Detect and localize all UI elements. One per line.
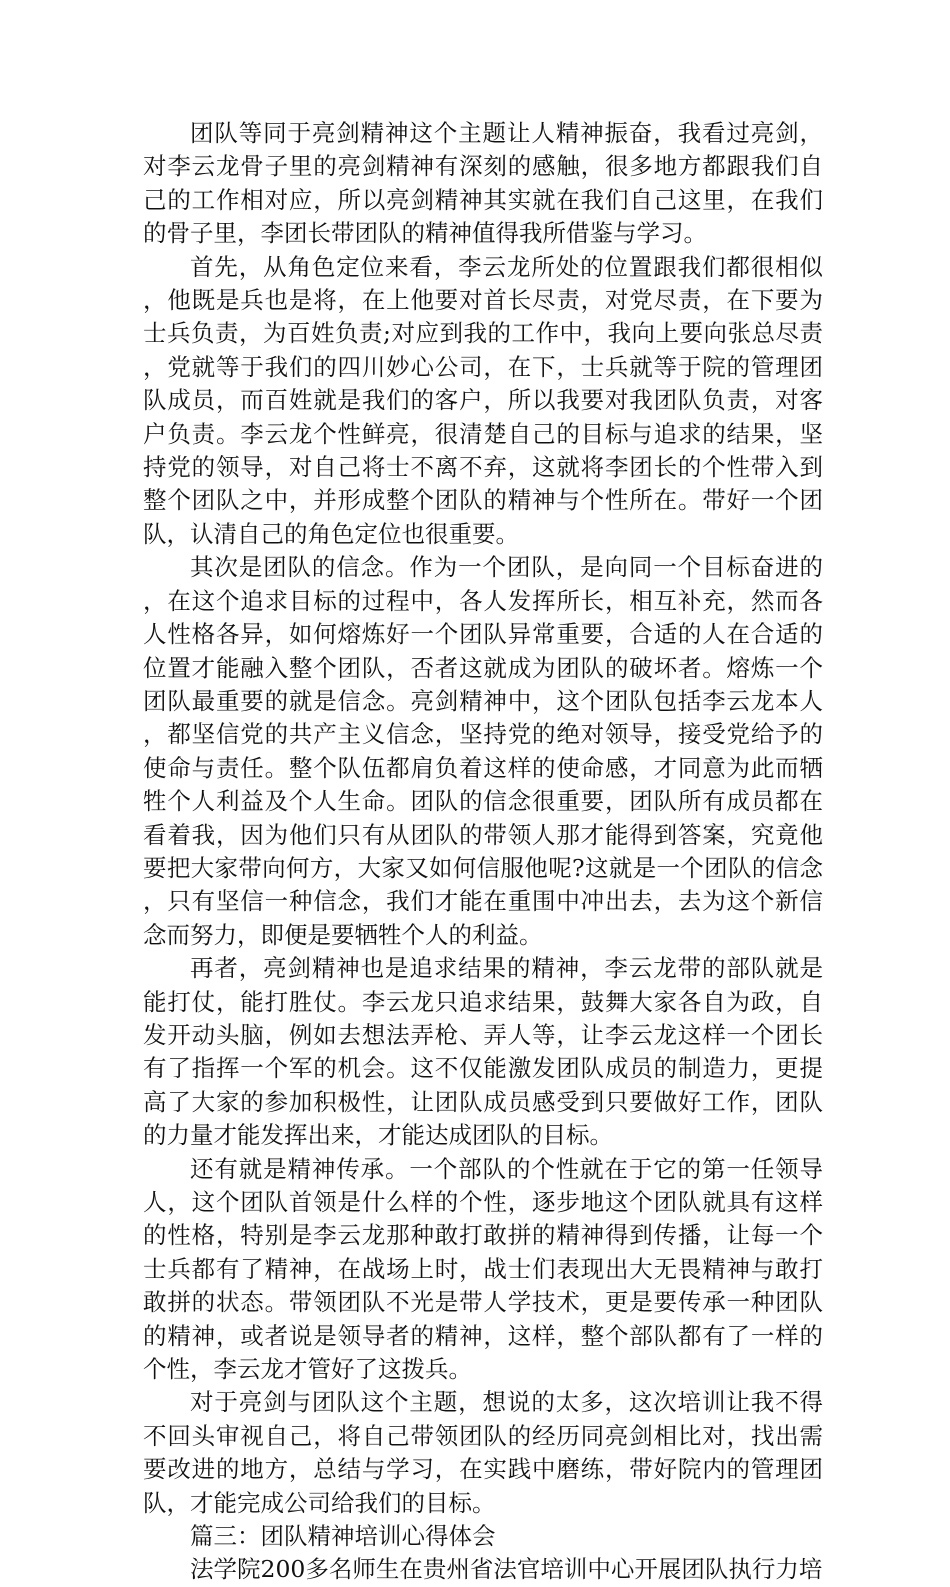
paragraph-5: 还有就是精神传承。一个部队的个性就在于它的第一任领导人，这个团队首领是什么样的个性，逐步地这个团队就具有这样的性格，特别是李云龙那种敢打敢拼的精神得到传播，让每一个士兵都有了精神，在战场上时，战士们表现出大无畏精神与敢打敢拼的状态。带领团队不光是带人学技术，更是要传承一种团队的精神，或者说是领导者的精神，这样，整个部队都有了一样的个性，李云龙才管好了这拨兵。 xyxy=(143,1154,823,1384)
paragraph-7: 法学院200多名师生在贵州省法官培训中心开展团队执行力培 xyxy=(190,1555,823,1584)
paragraph-6: 对于亮剑与团队这个主题，想说的太多，这次培训让我不得不回头审视自己，将自己带领团队的经历同亮剑相比对，找出需要改进的地方，总结与学习，在实践中磨练，带好院内的管理团队，才能完成公司给我们的目标。 xyxy=(143,1388,823,1517)
document-page xyxy=(143,117,823,1587)
section-heading: 篇三：团队精神培训心得体会 xyxy=(190,1522,496,1551)
paragraph-1: 团队等同于亮剑精神这个主题让人精神振奋，我看过亮剑，对李云龙骨子里的亮剑精神有深刻的感触，很多地方都跟我们自己的工作相对应，所以亮剑精神其实就在我们自己这里，在我们的骨子里，李团长带团队的精神值得我所借鉴与学习。 xyxy=(143,119,823,248)
paragraph-3: 其次是团队的信念。作为一个团队，是向同一个目标奋进的，在这个追求目标的过程中，各人发挥所长，相互补充，然而各人性格各异，如何熔炼好一个团队异常重要，合适的人在合适的位置才能融入整个团队，否者这就成为团队的破坏者。熔炼一个团队最重要的就是信念。亮剑精神中，这个团队包括李云龙本人，都坚信党的共产主义信念，坚持党的绝对领导，接受党给予的使命与责任。整个队伍都肩负着这样的使命感，才同意为此而牺牲个人利益及个人生命。团队的信念很重要，团队所有成员都在看着我，因为他们只有从团队的带领人那才能得到答案，究竟他要把大家带向何方，大家又如何信服他呢?这就是一个团队的信念，只有坚信一种信念，我们才能在重围中冲出去，去为这个新信念而努力，即便是要牺牲个人的利益。 xyxy=(143,553,823,949)
paragraph-2: 首先，从角色定位来看，李云龙所处的位置跟我们都很相似，他既是兵也是将，在上他要对首长尽责，对党尽责，在下要为士兵负责，为百姓负责;对应到我的工作中，我向上要向张总尽责，党就等于我们的四川妙心公司，在下，士兵就等于院的管理团队成员，而百姓就是我们的客户，所以我要对我团队负责，对客户负责。李云龙个性鲜亮，很清楚自己的目标与追求的结果，坚持党的领导，对自己将士不离不弃，这就将李团长的个性带入到整个团队之中，并形成整个团队的精神与个性所在。带好一个团队，认清自己的角色定位也很重要。 xyxy=(143,252,823,548)
paragraph-4: 再者，亮剑精神也是追求结果的精神，李云龙带的部队就是能打仗，能打胜仗。李云龙只追求结果，鼓舞大家各自为政，自发开动头脑，例如去想法弄枪、弄人等，让李云龙这样一个团长有了指挥一个军的机会。这不仅能激发团队成员的制造力，更提高了大家的参加积极性，让团队成员感受到只要做好工作，团队的力量才能发挥出来，才能达成团队的目标。 xyxy=(143,954,823,1150)
